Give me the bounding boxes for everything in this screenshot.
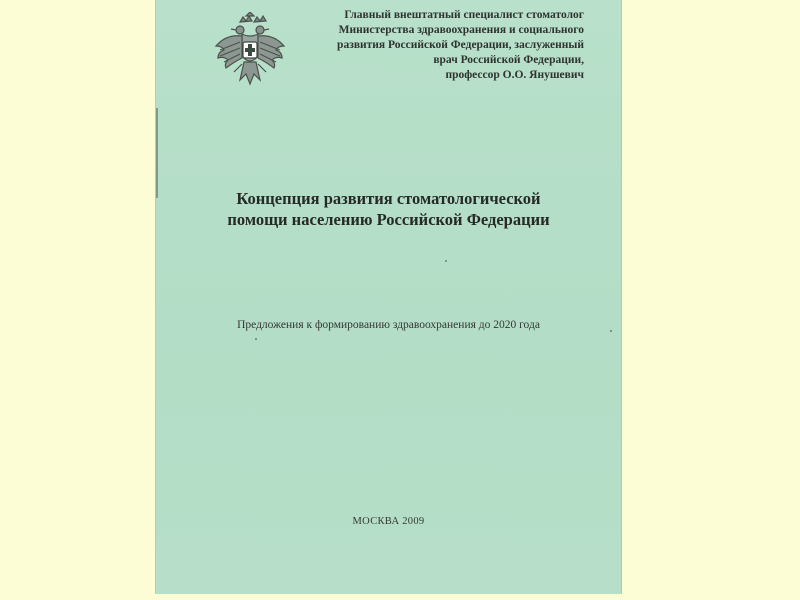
spine-mark (156, 108, 158, 198)
author-line: профессор О.О. Янушевич (445, 69, 584, 81)
city-year: МОСКВА 2009 (352, 516, 425, 527)
author-block (284, 8, 584, 83)
author-line: врач Российской Федерации, (433, 54, 584, 66)
print-speck (610, 330, 612, 332)
document-subtitle: Предложения к формированию здравоохранения до 2020 года (237, 319, 540, 331)
title-line: Концепция развития стоматологической (236, 189, 541, 208)
author-line: Министерства здравоохранения и социального (338, 24, 584, 36)
document-title (155, 188, 622, 230)
print-speck (255, 338, 257, 340)
coat-of-arms-icon (210, 12, 290, 92)
booklet-cover (155, 0, 622, 594)
print-speck (445, 260, 447, 262)
author-line: Главный внештатный специалист стоматолог (344, 9, 584, 21)
author-line: развития Российской Федерации, заслуженный (337, 39, 584, 51)
title-line: помощи населению Российской Федерации (227, 210, 550, 229)
